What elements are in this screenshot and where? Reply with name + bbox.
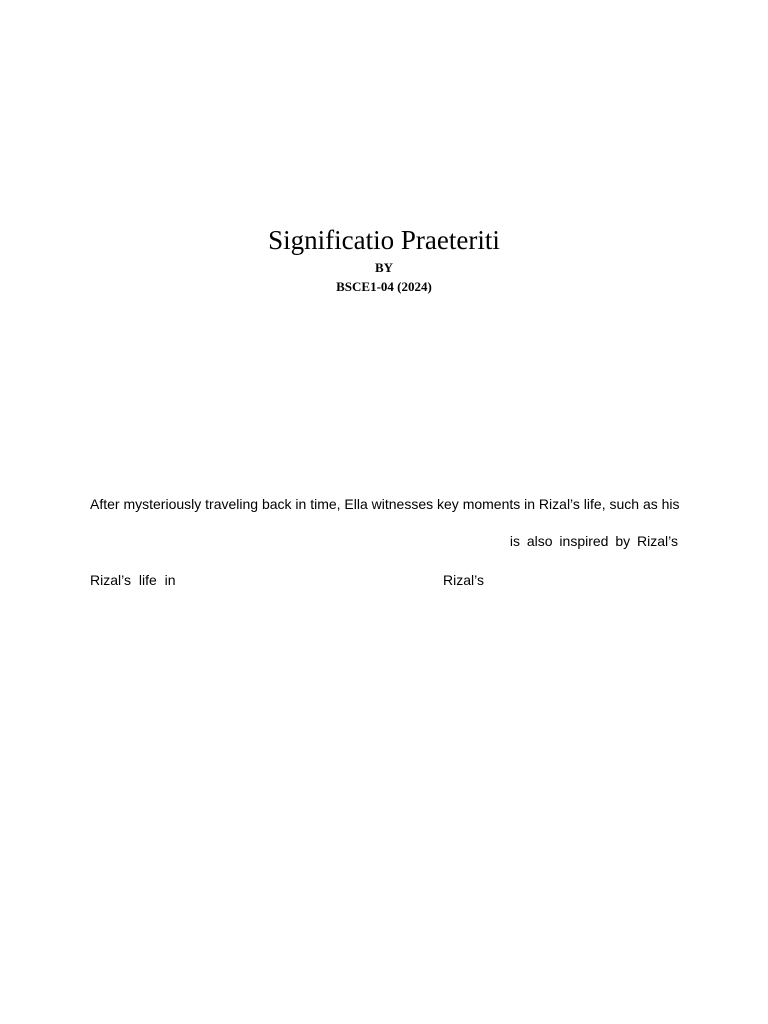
paragraph-line-2: is also inspired by Rizal’s: [509, 533, 678, 549]
author-label: BSCE1-04 (2024): [336, 279, 432, 294]
paragraph-line-3-right: Rizal’s: [443, 572, 484, 588]
paragraph-line-1: After mysteriously traveling back in time, Ella witnesses key moments in Rizal’s life, such as his: [90, 496, 680, 512]
by-label: BY: [374, 260, 394, 275]
paragraph-line-3-left: Rizal’s life in: [90, 572, 176, 588]
document-title: Significatio Praeteriti: [268, 225, 500, 255]
